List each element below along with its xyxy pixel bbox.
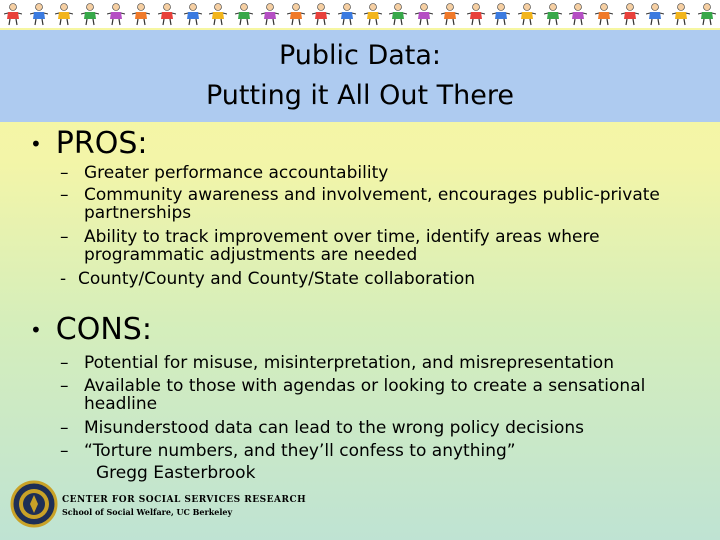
pros-item xyxy=(60,164,388,182)
cons-item-continuation: headline xyxy=(84,394,158,414)
pros-item-text: Community awareness and involvement, encourages public-private xyxy=(84,185,660,205)
dash-icon: – xyxy=(60,227,69,247)
child-figure-icon xyxy=(595,2,613,26)
bullet-icon: • xyxy=(30,317,42,342)
child-figure-icon xyxy=(81,2,99,26)
cons-item xyxy=(60,354,614,372)
child-figure-icon xyxy=(518,2,536,26)
cons-item-text: Available to those with agendas or looking to create a sensational xyxy=(84,376,646,396)
child-figure-icon xyxy=(672,2,690,26)
dash-icon: – xyxy=(60,353,69,373)
pros-heading xyxy=(30,126,148,161)
child-figure-icon xyxy=(312,2,330,26)
child-figure-icon xyxy=(389,2,407,26)
child-figure-icon xyxy=(698,2,716,26)
pros-item-text: Greater performance accountability xyxy=(84,163,389,183)
child-figure-icon xyxy=(184,2,202,26)
school-name: School of Social Welfare, UC Berkeley xyxy=(62,507,233,517)
pros-item-continuation: programmatic adjustments are needed xyxy=(84,245,418,265)
pros-item-text: Ability to track improvement over time, identify areas where xyxy=(84,227,600,247)
page-title-line2: Putting it All Out There xyxy=(205,80,515,111)
cons-item-text: “Torture numbers, and they’ll confess to anything” xyxy=(84,441,516,461)
dash-icon: – xyxy=(60,185,69,205)
child-figure-icon xyxy=(364,2,382,26)
child-figure-icon xyxy=(338,2,356,26)
dash-icon: – xyxy=(60,376,69,396)
title-band xyxy=(0,30,720,122)
child-figure-icon xyxy=(261,2,279,26)
child-figure-icon xyxy=(492,2,510,26)
pros-item xyxy=(60,228,600,264)
quote-attribution: Gregg Easterbrook xyxy=(96,463,256,483)
child-figure-icon xyxy=(55,2,73,26)
child-figure-icon xyxy=(621,2,639,26)
cons-heading-label: CONS: xyxy=(55,312,152,347)
cons-heading xyxy=(30,312,152,347)
child-figure-icon xyxy=(235,2,253,26)
pros-item xyxy=(60,270,475,288)
university-seal-icon xyxy=(10,480,58,528)
child-figure-icon xyxy=(569,2,587,26)
child-figure-icon xyxy=(441,2,459,26)
child-figure-icon xyxy=(30,2,48,26)
child-figure-icon xyxy=(646,2,664,26)
child-figure-icon xyxy=(467,2,485,26)
pros-heading-label: PROS: xyxy=(55,126,148,161)
page-title-line1: Public Data: xyxy=(278,40,442,71)
child-figure-icon xyxy=(209,2,227,26)
cons-item xyxy=(60,377,645,413)
child-figure-icon xyxy=(4,2,22,26)
pros-item-continuation: partnerships xyxy=(84,203,192,223)
children-holding-hands-icon xyxy=(0,0,720,28)
cons-item xyxy=(60,442,516,482)
child-figure-icon xyxy=(287,2,305,26)
child-figure-icon xyxy=(107,2,125,26)
dash-icon: – xyxy=(60,418,69,438)
pros-item-text: County/County and County/State collaboration xyxy=(78,269,476,289)
dash-icon: – xyxy=(60,441,69,461)
cons-item xyxy=(60,419,584,437)
child-figure-icon xyxy=(158,2,176,26)
center-name: CENTER FOR SOCIAL SERVICES RESEARCH xyxy=(62,495,307,505)
dash-icon: – xyxy=(60,163,69,183)
bullet-icon: • xyxy=(30,131,42,156)
cons-item-text: Potential for misuse, misinterpretation, and misrepresentation xyxy=(84,353,614,373)
child-figure-icon xyxy=(132,2,150,26)
pros-item xyxy=(60,186,660,222)
child-figure-icon xyxy=(415,2,433,26)
dash-icon: - xyxy=(60,269,67,289)
child-figure-icon xyxy=(544,2,562,26)
cons-item-text: Misunderstood data can lead to the wrong policy decisions xyxy=(84,418,585,438)
